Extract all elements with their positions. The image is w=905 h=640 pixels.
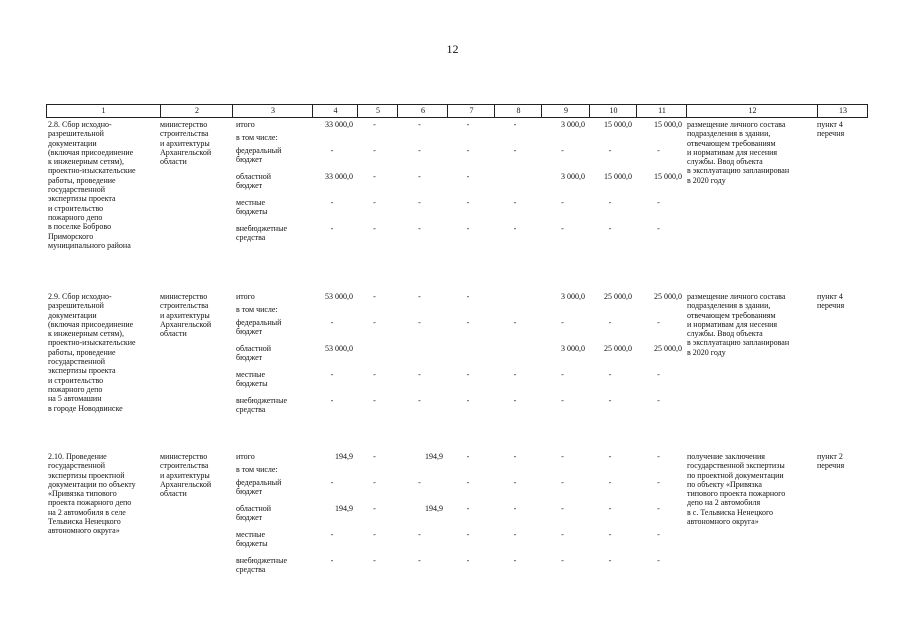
funding-value: 15 000,0 <box>604 120 632 129</box>
funding-value: - <box>466 198 470 207</box>
funding-value: - <box>373 146 376 155</box>
funding-value: - <box>608 504 612 513</box>
col-header-13: 13 <box>817 105 868 117</box>
funding-value: - <box>513 452 517 461</box>
funding-value: - <box>657 146 660 155</box>
funding-value: - <box>466 172 470 181</box>
funding-value: - <box>657 478 660 487</box>
activity-name: 2.9. Сбор исходно- разрешительной документации (включая присоединение к инженерным сетям), проектно-изыскательские работы, проведение государственной экспертизы проекта и строительство пожарного депо на 5 автомашин в городе Новодвинске <box>48 292 136 413</box>
col-header-9: 9 <box>541 105 590 117</box>
list-reference: пункт 4 перечня <box>817 292 845 311</box>
funding-value: - <box>513 198 517 207</box>
col-header-8: 8 <box>494 105 542 117</box>
funding-value: - <box>466 478 470 487</box>
funding-value: - <box>373 292 376 301</box>
funding-source: итого <box>236 120 255 129</box>
funding-source: в том числе: <box>236 305 278 314</box>
funding-value: - <box>418 172 421 181</box>
funding-value: 25 000,0 <box>654 344 682 353</box>
funding-value: - <box>330 556 334 565</box>
funding-value: - <box>513 556 517 565</box>
funding-value: - <box>561 224 564 233</box>
funding-value: - <box>330 530 334 539</box>
col-header-1: 1 <box>101 106 106 115</box>
funding-value: - <box>418 224 421 233</box>
expected-result: размещение личного состава подразделения в здании, отвечающем требованиям и нормативам для несения службы. Ввод объекта в эксплуатацию запланирован в 2020 году <box>687 292 790 357</box>
funding-source: итого <box>236 292 255 301</box>
funding-value: - <box>373 198 376 207</box>
expected-result: размещение личного состава подразделения в здании, отвечающем требованиям и нормативам для несения службы. Ввод объекта в эксплуатацию запланирован в 2020 году <box>687 120 790 185</box>
funding-value: - <box>513 224 517 233</box>
col-header-5: 5 <box>357 105 398 117</box>
funding-value: - <box>418 120 421 129</box>
funding-value: - <box>561 478 564 487</box>
funding-value: 194,9 <box>335 452 353 461</box>
funding-value: - <box>418 318 421 327</box>
funding-value: 33 000,0 <box>325 120 353 129</box>
funding-source: федеральный бюджет <box>236 146 282 165</box>
funding-source: итого <box>236 452 255 461</box>
funding-value: - <box>466 370 470 379</box>
funding-value: 194,9 <box>425 504 443 513</box>
funding-value: 53 000,0 <box>325 292 353 301</box>
funding-value: - <box>608 556 612 565</box>
funding-value: - <box>513 504 517 513</box>
funding-source: внебюджетные средства <box>236 556 287 575</box>
funding-value: - <box>373 370 376 379</box>
funding-value: - <box>418 292 421 301</box>
funding-value: 25 000,0 <box>604 344 632 353</box>
funding-source: в том числе: <box>236 133 278 142</box>
funding-value: 3 000,0 <box>561 172 585 181</box>
funding-value: - <box>466 452 470 461</box>
funding-value: - <box>513 370 517 379</box>
funding-value: - <box>513 478 517 487</box>
funding-value: 15 000,0 <box>654 120 682 129</box>
funding-value: - <box>657 318 660 327</box>
funding-value: - <box>373 120 376 129</box>
funding-value: - <box>608 478 612 487</box>
executor: министерство строительства и архитектуры Архангельской области <box>160 292 212 339</box>
table-row <box>46 289 868 444</box>
funding-value: - <box>561 396 564 405</box>
funding-source: местные бюджеты <box>236 370 268 389</box>
funding-value: - <box>561 504 564 513</box>
funding-value: - <box>418 478 421 487</box>
funding-value: - <box>418 530 421 539</box>
funding-value: - <box>373 478 376 487</box>
funding-value: - <box>418 146 421 155</box>
col-header-10: 10 <box>589 105 637 117</box>
funding-value: - <box>513 120 517 129</box>
funding-value: - <box>608 452 612 461</box>
list-reference: пункт 4 перечня <box>817 120 845 139</box>
funding-value: - <box>466 224 470 233</box>
funding-value: - <box>330 224 334 233</box>
funding-source: внебюджетные средства <box>236 224 287 243</box>
funding-value: - <box>466 556 470 565</box>
funding-value: - <box>373 396 376 405</box>
funding-value: - <box>466 318 470 327</box>
funding-value: - <box>373 224 376 233</box>
funding-value: 15 000,0 <box>604 172 632 181</box>
table-row <box>46 117 868 282</box>
funding-value: - <box>608 370 612 379</box>
executor: министерство строительства и архитектуры Архангельской области <box>160 120 212 167</box>
funding-value: 3 000,0 <box>561 292 585 301</box>
funding-value: - <box>657 198 660 207</box>
funding-value: - <box>373 504 376 513</box>
funding-value: 3 000,0 <box>561 120 585 129</box>
funding-value: - <box>373 172 376 181</box>
col-header-7: 7 <box>447 105 495 117</box>
funding-value: - <box>608 530 612 539</box>
expected-result: получение заключения государственной экспертизы по проектной документации по объекту «Привязка типового проекта пожарного депо на 2 автомобиля в с. Тельвиска Ненецкого автономного округа» <box>687 452 786 527</box>
funding-value: - <box>608 318 612 327</box>
funding-value: - <box>330 198 334 207</box>
funding-value: - <box>330 478 334 487</box>
funding-value: - <box>657 452 660 461</box>
page-number: 12 <box>446 42 459 56</box>
funding-value: 194,9 <box>425 452 443 461</box>
funding-value: - <box>373 318 376 327</box>
funding-value: - <box>330 396 334 405</box>
funding-value: 25 000,0 <box>604 292 632 301</box>
funding-value: - <box>513 396 517 405</box>
funding-value: - <box>657 370 660 379</box>
funding-value: - <box>608 198 612 207</box>
funding-value: - <box>608 146 612 155</box>
funding-value: - <box>561 530 564 539</box>
funding-value: - <box>418 370 421 379</box>
funding-source: областной бюджет <box>236 172 272 191</box>
funding-value: - <box>561 370 564 379</box>
funding-value: - <box>608 224 612 233</box>
funding-value: - <box>466 396 470 405</box>
col-header-2: 2 <box>160 105 233 117</box>
funding-value: - <box>418 198 421 207</box>
col-header-11: 11 <box>636 105 687 117</box>
col-header-12: 12 <box>686 105 818 117</box>
funding-source: областной бюджет <box>236 504 272 523</box>
list-reference: пункт 2 перечня <box>817 452 845 471</box>
col-header-3: 3 <box>232 105 313 117</box>
funding-value: - <box>561 318 564 327</box>
col-header-4: 4 <box>312 105 358 117</box>
col-header-6: 6 <box>397 105 448 117</box>
funding-value: - <box>513 530 517 539</box>
funding-value: - <box>330 318 334 327</box>
funding-value: - <box>418 556 421 565</box>
program-table <box>46 104 868 575</box>
funding-source: областной бюджет <box>236 344 272 363</box>
funding-value: - <box>657 530 660 539</box>
table-row <box>46 449 868 584</box>
funding-value: - <box>657 504 660 513</box>
funding-value: 33 000,0 <box>325 172 353 181</box>
funding-source: федеральный бюджет <box>236 478 282 497</box>
funding-value: - <box>373 530 376 539</box>
activity-name: 2.10. Проведение государственной экспертизы проектной документации по объекту «Привязка типового проекта пожарного депо на 2 автомобиля в селе Тельвиска Ненецкого автономного округа» <box>48 452 136 536</box>
funding-source: федеральный бюджет <box>236 318 282 337</box>
funding-value: - <box>466 292 470 301</box>
funding-value: - <box>561 146 564 155</box>
funding-value: 15 000,0 <box>654 172 682 181</box>
funding-value: 25 000,0 <box>654 292 682 301</box>
funding-value: - <box>513 318 517 327</box>
funding-value: 53 000,0 <box>325 344 353 353</box>
funding-value: - <box>418 396 421 405</box>
funding-value: - <box>657 224 660 233</box>
column-number-header <box>46 104 868 118</box>
funding-value: - <box>330 370 334 379</box>
activity-name: 2.8. Сбор исходно- разрешительной документации (включая присоединение к инженерным сетям), проектно-изыскательские работы, проведение государственной экспертизы проекта и строительство пожарного депо в поселке Боброво Приморского муниципального района <box>48 120 136 250</box>
funding-value: - <box>330 146 334 155</box>
funding-value: - <box>466 530 470 539</box>
funding-value: - <box>466 120 470 129</box>
executor: министерство строительства и архитектуры Архангельской области <box>160 452 212 499</box>
funding-value: 3 000,0 <box>561 344 585 353</box>
funding-value: - <box>608 396 612 405</box>
funding-source: местные бюджеты <box>236 530 268 549</box>
funding-value: - <box>513 146 517 155</box>
funding-value: - <box>561 198 564 207</box>
funding-value: - <box>561 556 564 565</box>
funding-value: - <box>657 396 660 405</box>
funding-value: - <box>657 556 660 565</box>
funding-value: - <box>373 556 376 565</box>
funding-value: - <box>466 146 470 155</box>
funding-source: местные бюджеты <box>236 198 268 217</box>
funding-value: - <box>561 452 564 461</box>
funding-value: - <box>373 452 376 461</box>
funding-value: 194,9 <box>335 504 353 513</box>
funding-source: внебюджетные средства <box>236 396 287 415</box>
funding-source: в том числе: <box>236 465 278 474</box>
funding-value: - <box>466 504 470 513</box>
